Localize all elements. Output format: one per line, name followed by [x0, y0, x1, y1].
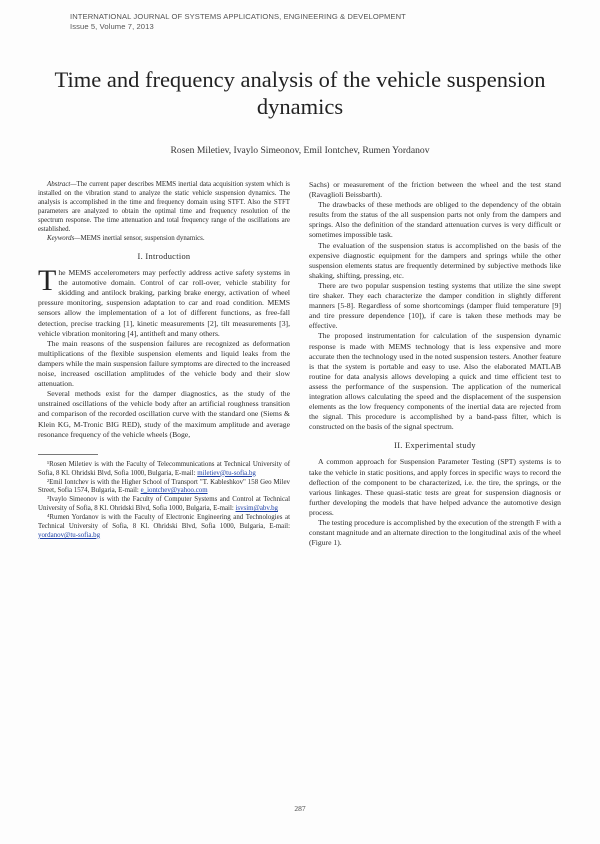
drop-cap: T — [38, 264, 57, 298]
footnote-3-text: ³Ivaylo Simeonov is with the Faculty of Computer Systems and Control at Technical University of Sofia, 8 Kl. Ohridski Blvd, Sofia 1000, Bulgaria, E-mail: — [38, 496, 290, 513]
paper-title: Time and frequency analysis of the vehicle suspension dynamics — [54, 67, 546, 119]
keywords-label: Keywords— — [47, 235, 81, 242]
right-column — [309, 180, 561, 548]
page-number: 287 — [294, 804, 306, 813]
keywords-text: MEMS inertial sensor, suspension dynamics. — [80, 235, 205, 242]
footnote-2 — [38, 479, 290, 497]
right-paragraph-1: The drawbacks of these methods are obliged to the dependency of the obtain results from the status of the all suspension parts not only from the dampers and springs. Also the definition of the standard attenuation curves is very difficult or sometimes impossible task. — [309, 200, 561, 240]
right-paragraph-3: There are two popular suspension testing systems that utilize the sine swept tire shaker. They each characterize the damper condition in slightly different manners [5-8]. Regardless of some shortcomings (damper fluid temperature [9] and tire pressure dependence [10]), if care is taken these methods may be effective. — [309, 280, 561, 331]
footnote-2-email[interactable]: e_iontchev@yahoo.com — [140, 487, 208, 495]
footnote-1 — [38, 461, 290, 479]
keywords — [38, 234, 290, 243]
intro-paragraph-2: The main reasons of the suspension failures are recognized as deformation multiplications of the flexible suspension elements and liquid leaks from the dampers while the main suspension failure symptoms are directed to the increased noise, increased oscillation amplitudes of the vehicle body and their slow attenuation. — [38, 338, 290, 389]
right-paragraph-4: The proposed instrumentation for calculation of the suspension dynamic response is made with MEMS technology that is less expensive and more accurate then the technology used in the noted suspension testers. Another feature is that the system is portable and easy to use. Also the elaborated MATLAB routine for data analysis allows developing a quick and time efficient test to assess the performance of the suspension. The application of the numerical integration allows calculating the speed and the displacement of the suspension elements as the low frequency components of the inertial data are rejected from the signal. This procedure is accomplished by a band-pass filter, which is constructed on the basis of the signal spectrum. — [309, 331, 561, 432]
footnote-1-text: ¹Rosen Miletiev is with the Faculty of Telecommunications at Technical University of Sofia, 8 Kl. Ohridski Blvd, Sofia 1000, Bulgaria, E-mail: — [38, 460, 290, 477]
footnote-4-text: ⁴Rumen Yordanov is with the Faculty of Electronic Engineering and Technologies at Technical University of Sofia, 8 Kl. Ohridski Blvd, Sofia 1000, Bulgaria, E-mail: — [38, 514, 290, 531]
journal-name: INTERNATIONAL JOURNAL OF SYSTEMS APPLICATIONS, ENGINEERING & DEVELOPMENT — [70, 12, 406, 21]
footnote-2-text: ²Emil Iontchev is with the Higher School of Transport "T. Kableshkov" 158 Geo Milev Street, Sofia 1574, Bulgaria, E-mail: — [38, 478, 290, 495]
journal-header — [70, 12, 406, 32]
right-paragraph-6: The testing procedure is accomplished by the execution of the strength F with a constant magnitude and an alternate direction to the longitudinal axis of the wheel (Figure 1). — [309, 518, 561, 548]
footnote-4 — [38, 514, 290, 541]
journal-issue: Issue 5, Volume 7, 2013 — [70, 22, 154, 31]
footnote-3 — [38, 496, 290, 514]
abstract-text: The current paper describes MEMS inertial data acquisition system which is installed on the vibration stand to analyze the static vehicle suspension dynamics. The analysis is accomplished in the time and frequency domain using STFT. Also the STFT parameters are analyzed to obtain the optimal time and frequency resolution of the spectrum response. The time attenuation and total frequency range of the oscillations are established. — [38, 181, 290, 233]
footnote-4-email[interactable]: yordanov@tu-sofia.bg — [38, 531, 101, 539]
right-paragraph-5: A common approach for Suspension Parameter Testing (SPT) systems is to take the vehicle in static positions, and apply forces in specific ways to record the deflection of the component to be characterized, i.e. the tire, the springs, or the various linkages. These quasi-static tests are great for suspension diagnosis or further developing the models that have helped advance the automotive design process. — [309, 457, 561, 517]
abstract — [38, 180, 290, 234]
section-heading-experimental: II. Experimental study — [394, 441, 476, 451]
intro-paragraph-3: Several methods exist for the damper diagnostics, as the study of the unstrained oscillations of the vehicle body after an artificial roughness transition and comparison of the recorded oscillation curve with the standard one (Siems & Klein KG, M-Tronic BIG RED), study of the maximum amplitude and average resonance frequency of the vehicle wheels (Boge, — [38, 389, 290, 439]
intro-paragraph-1-text: he MEMS accelerometers may perfectly address active safety systems in the automotive domain. Control of car roll-over, vehicle stability for skidding and antilock braking, parking brake energy, activation of wheel pressure monitoring, suspension adaptation to car and road condition. MEMS sensors allow the implementation of a lot of different functions, as free-fall detection, precise tracking [1], kinetic measurements [2], tilt measurements [3], vehicle vibration monitoring [4], antitheft and many others. — [38, 268, 290, 338]
right-paragraph-0: Sachs) or measurement of the friction between the wheel and the test stand (Ravaglioli Beissbarth). — [309, 180, 561, 200]
footnote-rule — [38, 454, 98, 455]
abstract-label: Abstract— — [47, 181, 77, 188]
intro-paragraph-1 — [38, 264, 290, 339]
author-list: Rosen Miletiev, Ivaylo Simeonov, Emil Iontchev, Rumen Yordanov — [170, 145, 430, 156]
footnote-3-email[interactable]: isvsim@abv.bg — [235, 505, 278, 513]
section-heading-introduction: I. Introduction — [137, 252, 191, 261]
right-paragraph-2: The evaluation of the suspension status is accomplished on the basis of the expensive diagnostic equipment for the dampers and springs while the other suspension elements status are frequently determined by subjective methods like shaking, shifting, pressing, etc. — [309, 240, 561, 280]
left-column — [38, 180, 290, 541]
footnote-1-email[interactable]: miletiev@tu-sofia.bg — [197, 469, 256, 477]
